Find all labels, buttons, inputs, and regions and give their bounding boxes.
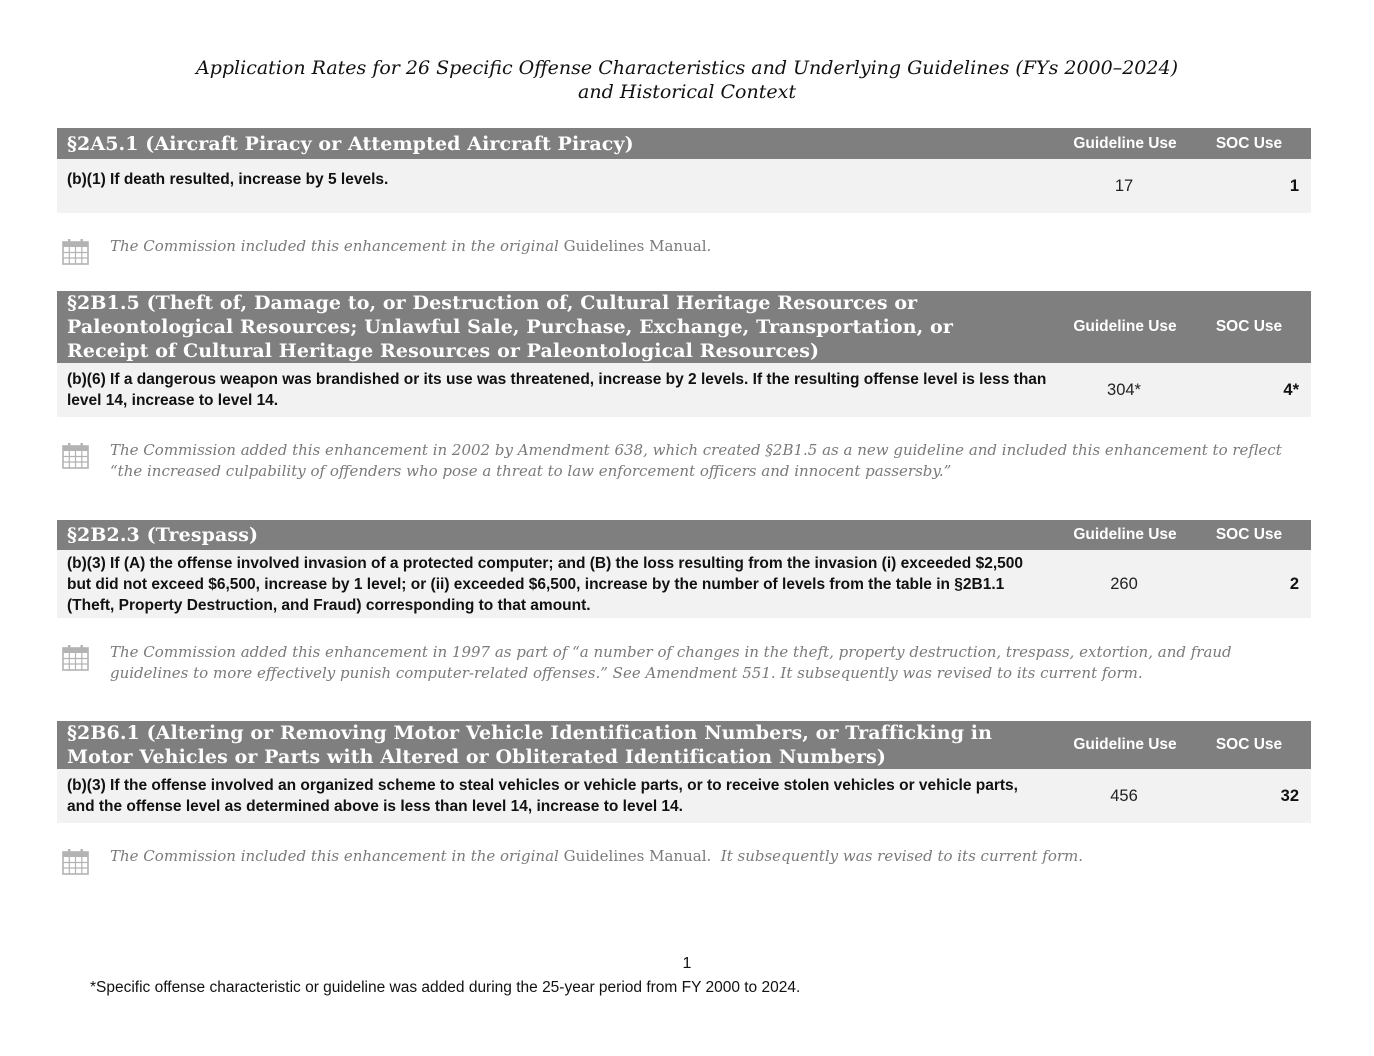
guideline-use-value: 304*: [1107, 380, 1141, 399]
section-header: [57, 520, 1311, 550]
guideline-use-value: 17: [1114, 176, 1134, 195]
guideline-use-header: Guideline Use: [1073, 134, 1177, 152]
soc-text: (b)(3) If the offense involved an organized scheme to steal vehicles or vehicle parts, or to receive stolen vehicles or vehicle parts, and the offense level as determined above is less than level 14, increase to level 14.: [67, 777, 1018, 815]
historical-note: [57, 236, 1311, 267]
page-number: 1: [682, 955, 692, 972]
section-title: §2B2.3 (Trespass): [67, 524, 259, 546]
note-italic: The Commission included this enhancement in the original: [110, 237, 564, 255]
guideline-section-2a5-1: [57, 128, 1311, 213]
page-title-line-1: Application Rates for 26 Specific Offense Characteristics and Underlying Guidelines (FYs 2000–2024): [196, 57, 1178, 79]
historical-note: [57, 846, 1311, 877]
soc-use-header: SOC Use: [1215, 526, 1283, 543]
section-title: §2A5.1 (Aircraft Piracy or Attempted Aircraft Piracy): [67, 132, 634, 155]
calendar-icon: [61, 237, 91, 267]
note-manual-title: Guidelines Manual.: [563, 847, 712, 865]
soc-row: [57, 159, 1311, 213]
soc-use-value: 4*: [1283, 380, 1299, 399]
soc-use-header: SOC Use: [1215, 736, 1283, 753]
soc-use-header: SOC Use: [1215, 318, 1283, 335]
soc-row: [57, 550, 1311, 618]
note-tail: It subsequently was revised to its current form.: [711, 847, 1084, 865]
calendar-icon: [61, 643, 91, 673]
guideline-section-2b1-5: [57, 291, 1311, 417]
section-header: [57, 128, 1311, 159]
page-title-line-2: and Historical Context: [578, 81, 796, 103]
section-title: §2B1.5 (Theft of, Damage to, or Destruction of, Cultural Heritage Resources or Paleontological Resources; Unlawful Sale, Purchase, Exchange, Transportation, or Receipt of Cultural Heritage Resources or Paleontological Resources): [67, 292, 953, 362]
guideline-use-value: 456: [1110, 786, 1138, 805]
section-title: §2B6.1 (Altering or Removing Motor Vehicle Identification Numbers, or Trafficking in Motor Vehicles or Parts with Altered or Obliterated Identification Numbers): [67, 722, 993, 768]
soc-text: (b)(6) If a dangerous weapon was brandished or its use was threatened, increase by 2 levels. If the resulting offense level is less than level 14, increase to level 14.: [67, 371, 1047, 409]
note-text: [110, 236, 1290, 257]
guideline-section-2b2-3: [57, 520, 1311, 618]
footnote: *Specific offense characteristic or guideline was added during the 25-year period from FY 2000 to 2024.: [90, 979, 801, 996]
section-header: [57, 291, 1311, 363]
note-italic: The Commission included this enhancement in the original: [110, 847, 564, 865]
guideline-use-header: Guideline Use: [1073, 526, 1177, 543]
soc-text: (b)(1) If death resulted, increase by 5 levels.: [67, 170, 389, 188]
soc-use-value: 2: [1289, 574, 1299, 593]
section-header: [57, 721, 1311, 769]
guideline-use-header: Guideline Use: [1073, 318, 1177, 335]
soc-text: (b)(3) If (A) the offense involved invasion of a protected computer; and (B) the loss resulting from the invasion (i) exceeded $2,500 but did not exceed $6,500, increase by 1 level; or (ii) exceeded $6,500, increase by the number of levels from the table in §2B1.1 (Theft, Property Destruction, and Fraud) corresponding to that amount.: [67, 554, 1023, 614]
page-title: [0, 56, 1374, 104]
note-text: The Commission added this enhancement in 1997 as part of “a number of changes in the theft, property destruction, trespass, extortion, and fraud guidelines to more effectively punish computer-related offenses.” See Amendment 551. It subsequently was revised to its current form.: [110, 643, 1232, 682]
calendar-icon: [61, 847, 91, 877]
historical-note: [57, 642, 1311, 684]
note-text: [110, 846, 1290, 867]
guideline-use-value: 260: [1110, 574, 1138, 593]
soc-use-value: 32: [1280, 786, 1299, 805]
soc-row: [57, 363, 1311, 417]
soc-row: [57, 769, 1311, 823]
historical-note: [57, 440, 1311, 482]
soc-use-value: 1: [1289, 176, 1299, 195]
guideline-use-header: Guideline Use: [1073, 736, 1177, 753]
guideline-section-2b6-1: [57, 721, 1311, 823]
calendar-icon: [61, 441, 91, 471]
note-manual-title: Guidelines Manual.: [563, 237, 712, 255]
soc-use-header: SOC Use: [1215, 134, 1283, 152]
note-text: The Commission added this enhancement in 2002 by Amendment 638, which created §2B1.5 as a new guideline and included this enhancement to reflect “the increased culpability of offenders who pose a threat to law enforcement officers and innocent passersby.”: [110, 441, 1282, 480]
